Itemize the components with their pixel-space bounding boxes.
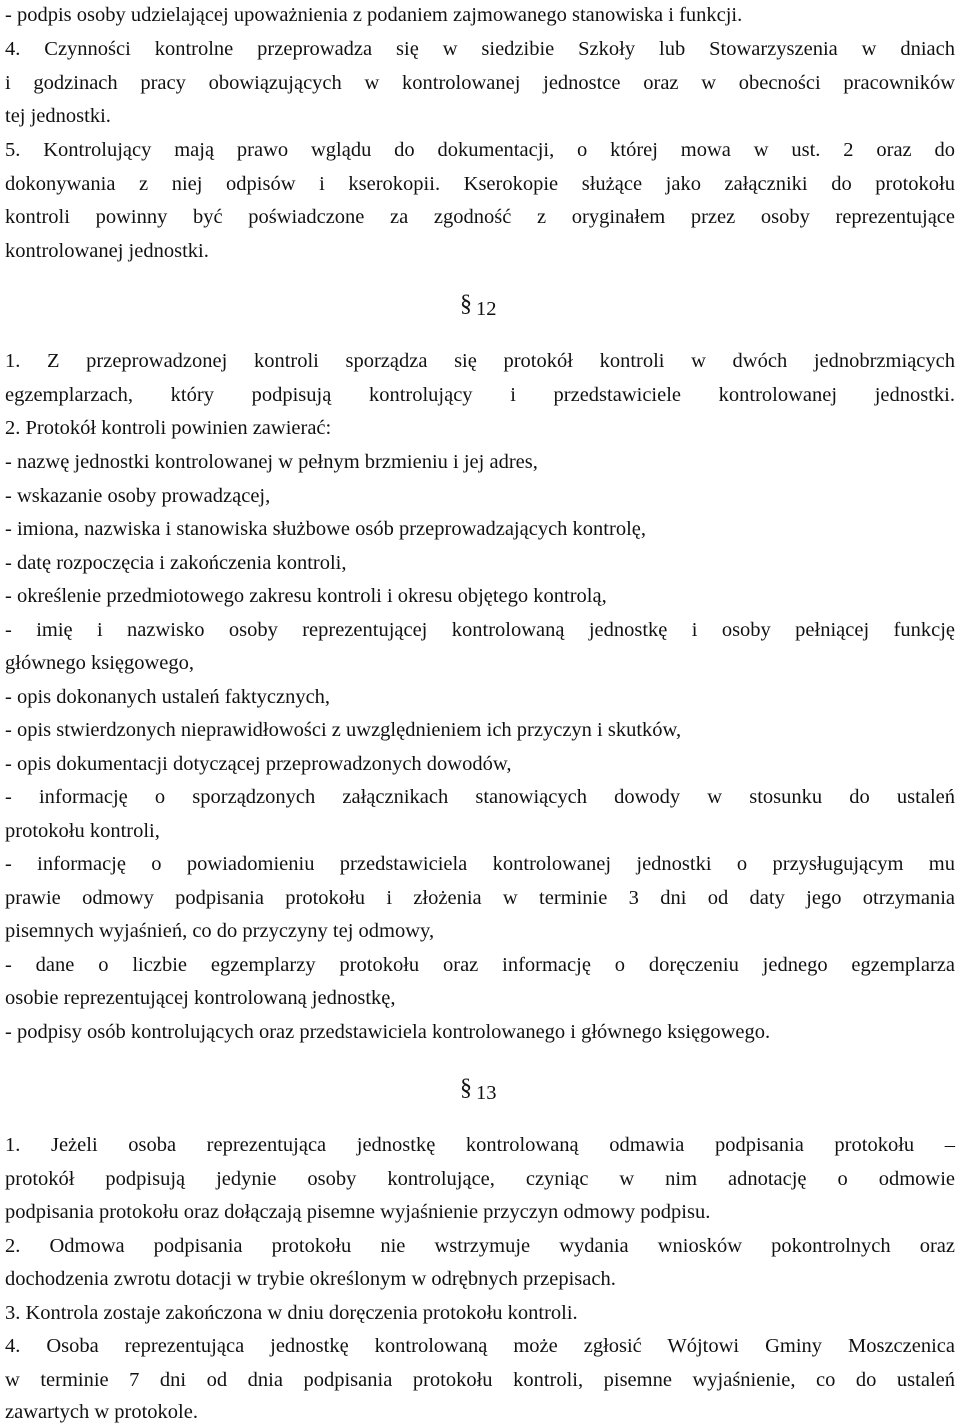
text-line: kontrolowanej jednostki. [5,240,209,262]
text-line: 2. Odmowa podpisania protokołu nie wstrzymuje wydania wniosków pokontrolnych oraz [5,1235,955,1257]
text-line: dochodzenia zwrotu dotacji w trybie określonym w odrębnych przepisach. [5,1268,616,1290]
text-line: 3. Kontrola zostaje zakończona w dniu doręczenia protokołu kontroli. [5,1302,578,1324]
section-number: 13 [476,1082,497,1104]
text-line: 4. Osoba reprezentująca jednostkę kontrolowaną może zgłosić Wójtowi Gminy Moszczenica [5,1335,955,1357]
list-item-continuation: osobie reprezentującej kontrolowaną jednostkę, [5,987,396,1009]
text-line: - podpis osoby udzielającej upoważnienia z podaniem zajmowanego stanowiska i funkcji. [5,4,743,26]
text-line: 2. Protokół kontroli powinien zawierać: [5,417,332,439]
list-item-continuation: prawie odmowy podpisania protokołu i złożenia w terminie 3 dni od daty jego otrzymania [5,887,955,909]
list-item: - nazwę jednostki kontrolowanej w pełnym brzmieniu i jej adres, [5,451,538,473]
text-line: kontroli powinny być poświadczone za zgodność z oryginałem przez osoby reprezentujące [5,206,955,228]
list-item: - informację o sporządzonych załącznikach stanowiących dowody w stosunku do ustaleń [5,786,955,808]
section-heading-13 [460,1077,520,1107]
list-item: - opis dokonanych ustaleń faktycznych, [5,686,331,708]
text-line: protokół podpisują jedynie osoby kontrolujące, czyniąc w nim adnotację o odmowie [5,1168,955,1190]
text-line: 1. Jeżeli osoba reprezentująca jednostkę kontrolowaną odmawia podpisania protokołu – [5,1134,955,1156]
section-sign: § [460,291,472,317]
list-item: - dane o liczbie egzemplarzy protokołu oraz informację o doręczeniu jednego egzemplarza [5,954,955,976]
list-item: - opis stwierdzonych nieprawidłowości z uwzględnieniem ich przyczyn i skutków, [5,719,682,741]
text-line: podpisania protokołu oraz dołączają pisemne wyjaśnienie przyczyn odmowy podpisu. [5,1201,711,1223]
list-item: - imiona, nazwiska i stanowiska służbowe osób przeprowadzających kontrolę, [5,518,646,540]
text-line: egzemplarzach, który podpisują kontrolujący i przedstawiciele kontrolowanej jednostki. [5,384,955,406]
list-item: - określenie przedmiotowego zakresu kontroli i okresu objętego kontrolą, [5,585,607,607]
text-line: 4. Czynności kontrolne przeprowadza się w siedzibie Szkoły lub Stowarzyszenia w dniach [5,38,955,60]
section-sign: § [460,1075,472,1101]
text-line: w terminie 7 dni od dnia podpisania protokołu kontroli, pisemne wyjaśnienie, co do ustaleń [5,1369,955,1391]
text-line: tej jednostki. [5,105,111,127]
section-heading-12 [460,293,520,323]
text-line: zawartych w protokole. [5,1401,198,1423]
list-item: - wskazanie osoby prowadzącej, [5,485,271,507]
section-number: 12 [476,298,497,320]
list-item-continuation: głównego księgowego, [5,652,195,674]
list-item: - imię i nazwisko osoby reprezentującej kontrolowaną jednostkę i osoby pełniącej funkcję [5,619,955,641]
list-item-continuation: protokołu kontroli, [5,820,160,842]
text-line: dokonywania z niej odpisów i kserokopii. Kserokopie służące jako załączniki do protokołu [5,173,955,195]
text-line: 1. Z przeprowadzonej kontroli sporządza się protokół kontroli w dwóch jednobrzmiących [5,350,955,372]
text-line: i godzinach pracy obowiązujących w kontrolowanej jednostce oraz w obecności pracowników [5,72,955,94]
list-item: - datę rozpoczęcia i zakończenia kontroli, [5,552,347,574]
list-item: - opis dokumentacji dotyczącej przeprowadzonych dowodów, [5,753,512,775]
list-item: - podpisy osób kontrolujących oraz przedstawiciela kontrolowanego i głównego księgowego. [5,1021,771,1043]
list-item-continuation: pisemnych wyjaśnień, co do przyczyny tej odmowy, [5,920,435,942]
text-line: 5. Kontrolujący mają prawo wglądu do dokumentacji, o której mowa w ust. 2 oraz do [5,139,955,161]
list-item: - informację o powiadomieniu przedstawiciela kontrolowanej jednostki o przysługującym mu [5,853,955,875]
